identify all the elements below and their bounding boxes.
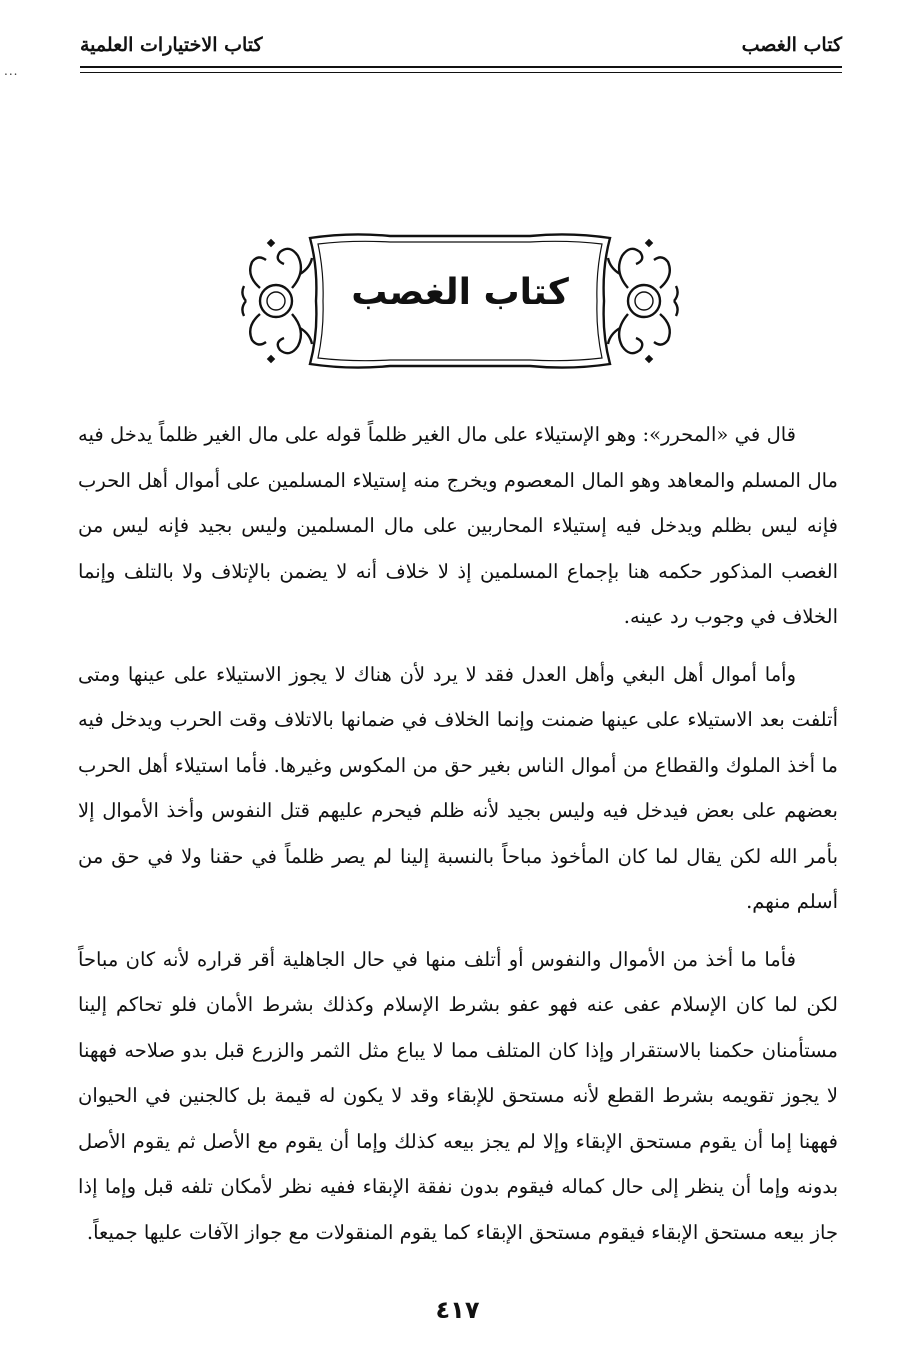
header-rule-thick (80, 66, 842, 68)
chapter-title: كتاب الغصب (351, 272, 569, 313)
paragraph: فأما ما أخذ من الأموال والنفوس أو أتلف منها في حال الجاهلية أقر قراره لأنه كان مباحاً لكن لما كان الإسلام عفى عنه فهو عفو بشرط الإسلام وكذلك بشرط الأمان فلو تحاكم إلينا مستأمنان حكمنا بالاستقرار وإذا كان المتلف مما لا يباع مثل الثمر والزرع قبل بدو صلاحه فههنا لا يجوز تقويمه بشرط القطع لأنه مستحق للإبقاء وقد لا يكون له قيمة بل كالجنين في الحيوان فههنا إما أن يقوم مستحق الإبقاء وإلا لم يجز بيعه كذلك وإما أن يقوم مع الأصل ثم يقوم الأصل بدونه وإما أن ينظر إلى حال كماله فيقوم بدون نفقة الإبقاء ففيه نظر لأمكان تلفه قبل وإما إذا جاز بيعه مستحق الإبقاء فيقوم مستحق الإبقاء كما يقوم المنقولات مع جواز الآفات عليها جميعاً. (78, 947, 838, 1244)
header-book-title: كتاب الاختيارات العلمية (80, 34, 263, 56)
header-rule-thin (80, 72, 842, 73)
paragraph: وأما أموال أهل البغي وأهل العدل فقد لا يرد لأن هناك لا يجوز الاستيلاء على عينها ومتى أتلفت بعد الاستيلاء على عينها ضمنت وإنما الخلاف في ضمانها بالاتلاف وقت الحرب ويدخل فيه ما أخذ الملوك والقطاع من أموال الناس بغير حق من المكوس وغيرها. فأما استيلاء أهل الحرب بعضهم على بعض فيدخل فيه وليس بجيد لأنه ظلم فيحرم عليهم قتل النفوس وأخذ الأموال إلا بأمر الله لكن يقال لما كان المأخوذ مباحاً بالنسبة إلينا لم يصر ظلماً في حقنا ولا في حق من أسلم منهم. (78, 662, 838, 913)
paragraph: قال في «المحرر»: وهو الإستيلاء على مال الغير ظلماً قوله على مال الغير ظلماً يدخل فيه مال المسلم والمعاهد وهو المال المعصوم ويخرج منه إستيلاء المسلمين على أموال أهل الحرب فإنه ليس بظلم ويدخل فيه إستيلاء المحاربين على مال المسلمين وليس بجيد فإنه ليس من الغصب المذكور حكمه هنا بإجماع المسلمين إذ لا خلاف أنه لا يضمن بالإتلاف ولا بالتلف وإنما الخلاف في وجوب رد عينه. (78, 423, 838, 628)
header-chapter-title: كتاب الغصب (741, 34, 842, 56)
page-number: ٤١٧ (435, 1296, 480, 1324)
edge-mark: ... (4, 64, 19, 78)
body-text (78, 412, 838, 1267)
